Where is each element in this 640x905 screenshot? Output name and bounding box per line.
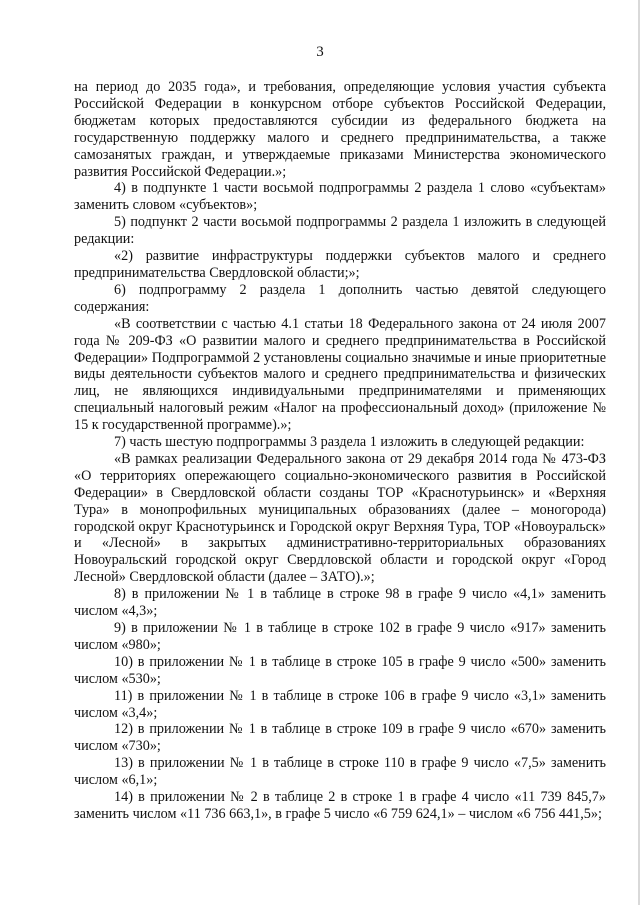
document-body [74, 79, 606, 823]
paragraph-quote-item-5: «2) развитие инфраструктуры поддержки субъектов малого и среднего предпринимательства Свердловской области;»; [74, 248, 606, 281]
paragraph-quote-item-6: «В соответствии с частью 4.1 статьи 18 Федерального закона от 24 июля 2007 года № 209-ФЗ «О развитии малого и среднего предпринимательства в Российской Федерации» Подпрограммой 2 установлены социально значимые и иные приоритетные виды деятельности субъектов малого и среднего предпринимательства и физических лиц, не являющихся индивидуальными предпринимателями и применяющих специальный налоговый режим «Налог на профессиональный доход» (приложение № 15 к государственной программе).»; [74, 315, 606, 434]
paragraph-continuation: на период до 2035 года», и требования, определяющие условия участия субъекта Российской Федерации в конкурсном отборе субъектов Российской Федерации, бюджетам которых предоставляются субсидии из федерального бюджета на государственную поддержку малого и среднего предпринимательства, а также самозанятых граждан, и утверждаемые приказами Министерства экономического развития Российской Федерации.»; [74, 79, 606, 180]
paragraph-quote-item-7: «В рамках реализации Федерального закона от 29 декабря 2014 года № 473-ФЗ «О территориях опережающего социально-экономического развития в Российской Федерации» в Свердловской области созданы ТОР «Краснотурьинск» и «Верхняя Тура» в монопрофильных муниципальных образованиях (далее – моногорода) городской округ Краснотурьинск и Городской округ Верхняя Тура, ТОР «Новоуральск» и «Лесной» в закрытых административно-территориальных образованиях Новоуральский городской округ Свердловской области и городской округ «Город Лесной» Свердловской области (далее – ЗАТО).»; [74, 450, 606, 586]
paragraph-item-12: 12) в приложении № 1 в таблице в строке 109 в графе 9 число «670» заменить числом «730»; [74, 721, 606, 755]
paragraph-item-6: 6) подпрограмму 2 раздела 1 дополнить частью девятой следующего содержания: [74, 281, 606, 315]
paragraph-item-7: 7) часть шестую подпрограммы 3 раздела 1 изложить в следующей редакции: [114, 434, 585, 451]
paragraph-item-4: 4) в подпункте 1 части восьмой подпрограммы 2 раздела 1 слово «субъектам» заменить словом «субъектов»; [74, 180, 606, 214]
paragraph-item-5: 5) подпункт 2 части восьмой подпрограммы 2 раздела 1 изложить в следующей редакции: [74, 214, 606, 248]
paragraph-item-10: 10) в приложении № 1 в таблице в строке 105 в графе 9 число «500» заменить числом «530»; [74, 653, 606, 687]
page-number: 3 [316, 44, 324, 60]
paragraph-item-9: 9) в приложении № 1 в таблице в строке 102 в графе 9 число «917» заменить числом «980»; [74, 620, 606, 653]
paragraph-item-13: 13) в приложении № 1 в таблице в строке 110 в графе 9 число «7,5» заменить числом «6,1»; [74, 755, 606, 789]
paragraph-item-11: 11) в приложении № 1 в таблице в строке 106 в графе 9 число «3,1» заменить числом «3,4»; [74, 687, 606, 721]
paragraph-item-8: 8) в приложении № 1 в таблице в строке 98 в графе 9 число «4,1» заменить числом «4,3»; [74, 586, 606, 620]
paragraph-item-14: 14) в приложении № 2 в таблице 2 в строке 1 в графе 4 число «11 739 845,7» заменить числом «11 736 663,1», в графе 5 число «6 759 624,1» – числом «6 756 441,5»; [74, 789, 606, 822]
